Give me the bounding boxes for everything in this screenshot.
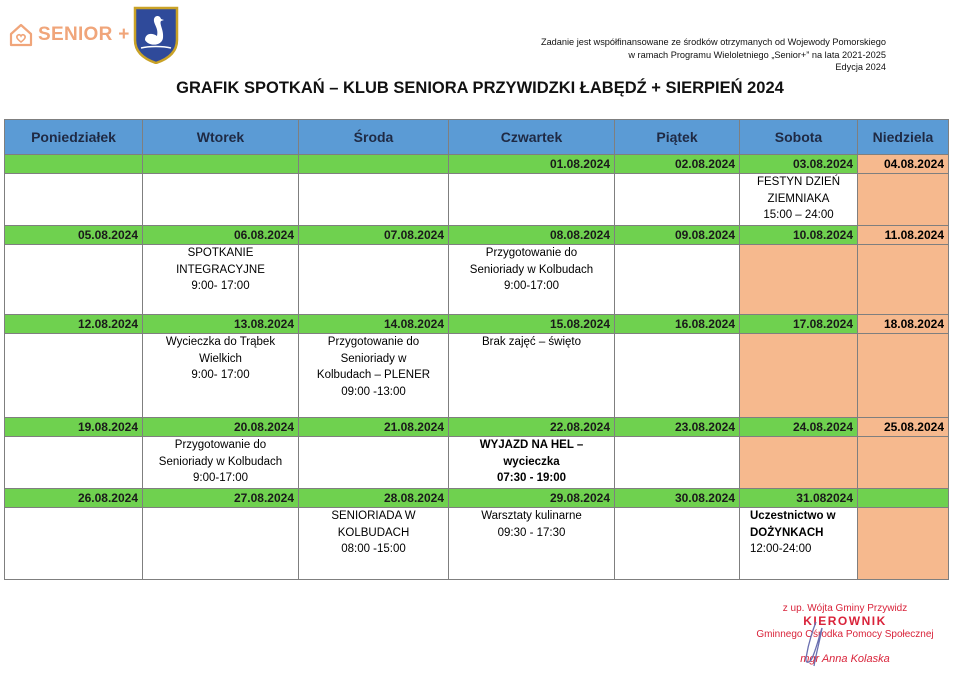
date-cell: 06.08.2024	[143, 226, 299, 245]
coat-of-arms-swan-icon	[133, 6, 179, 64]
logo-text: SENIOR +	[38, 24, 130, 45]
event-cell	[740, 245, 858, 315]
event-text-line: WYJAZD NA HEL –	[479, 439, 584, 451]
page-title: GRAFIK SPOTKAŃ – KLUB SENIORA PRZYWIDZKI ŁABĘDŹ + SIERPIEŃ 2024	[176, 79, 784, 97]
event-text-line: Uczestnictwo w	[750, 510, 836, 522]
date-cell: 30.08.2024	[615, 489, 740, 508]
event-cell	[449, 174, 615, 226]
event-cell	[143, 334, 299, 418]
funding-note	[526, 36, 886, 74]
funding-line-1: Zadanie jest współfinansowane ze środków otrzymanych od Wojewody Pomorskiego	[540, 37, 886, 47]
event-cell	[740, 437, 858, 489]
event-text-line: Brak zajęć – święto	[481, 336, 582, 348]
date-cell: 03.08.2024	[740, 155, 858, 174]
signature-title: KIEROWNIK	[803, 614, 887, 628]
date-cell: 26.08.2024	[5, 489, 143, 508]
event-row	[5, 508, 949, 580]
event-cell	[858, 334, 949, 418]
date-cell	[858, 489, 949, 508]
event-cell	[299, 245, 449, 315]
date-cell: 16.08.2024	[615, 315, 740, 334]
event-cell	[449, 437, 615, 489]
date-row	[5, 489, 949, 508]
date-row	[5, 418, 949, 437]
date-cell: 21.08.2024	[299, 418, 449, 437]
date-cell: 20.08.2024	[143, 418, 299, 437]
date-cell: 28.08.2024	[299, 489, 449, 508]
house-heart-icon	[8, 22, 34, 48]
date-cell: 05.08.2024	[5, 226, 143, 245]
event-cell	[858, 508, 949, 580]
date-cell	[299, 155, 449, 174]
day-header: Poniedziałek	[5, 120, 143, 155]
date-cell	[5, 155, 143, 174]
event-cell	[5, 437, 143, 489]
event-cell	[858, 437, 949, 489]
event-text-line: Kolbudach – PLENER	[316, 369, 431, 381]
event-text-line: Warsztaty kulinarne	[481, 510, 582, 522]
event-text-line: wycieczka	[503, 455, 560, 468]
date-cell: 24.08.2024	[740, 418, 858, 437]
event-cell	[858, 245, 949, 315]
day-header: Wtorek	[143, 120, 299, 155]
event-row	[5, 245, 949, 315]
event-text-line: 9:00- 17:00	[191, 280, 250, 292]
event-cell	[615, 437, 740, 489]
date-cell: 01.08.2024	[449, 155, 615, 174]
funding-line-3: Edycja 2024	[835, 62, 886, 72]
date-cell: 11.08.2024	[858, 226, 949, 245]
day-header: Środa	[299, 120, 449, 155]
date-cell: 12.08.2024	[5, 315, 143, 334]
day-header: Sobota	[740, 120, 858, 155]
event-cell	[143, 245, 299, 315]
senior-plus-logo	[8, 22, 130, 48]
event-text-line: Senioriady w Kolbudach	[158, 455, 283, 468]
date-cell: 04.08.2024	[858, 155, 949, 174]
event-cell	[143, 508, 299, 580]
date-cell: 31.082024	[740, 489, 858, 508]
event-text-line: 09:30 - 17:30	[497, 526, 566, 539]
event-text-line: INTEGRACYJNE	[176, 263, 265, 276]
date-row	[5, 315, 949, 334]
date-cell: 07.08.2024	[299, 226, 449, 245]
event-text-line: 12:00-24:00	[750, 543, 812, 555]
funding-line-2: w ramach Programu Wieloletniego „Senior+” na lata 2021-2025	[628, 49, 886, 60]
schedule-table	[4, 119, 949, 580]
event-row	[5, 437, 949, 489]
event-text-line: 9:00- 17:00	[191, 369, 250, 381]
event-cell	[299, 334, 449, 418]
event-row	[5, 174, 949, 226]
event-cell	[740, 174, 858, 226]
event-cell	[299, 508, 449, 580]
event-text-line: 15:00 – 24:00	[763, 209, 834, 221]
date-cell: 13.08.2024	[143, 315, 299, 334]
event-text-line: 07:30 - 19:00	[496, 472, 567, 484]
date-cell	[143, 155, 299, 174]
event-cell	[5, 334, 143, 418]
event-cell	[449, 334, 615, 418]
date-row	[5, 155, 949, 174]
signature-name: mgr Anna Kolaska	[800, 653, 890, 665]
signature-line-1: z up. Wójta Gminy Przywidz	[782, 603, 908, 614]
handwritten-signature-icon	[786, 620, 846, 670]
event-cell	[615, 245, 740, 315]
event-cell	[299, 174, 449, 226]
event-text-line: Przygotowanie do	[485, 247, 578, 259]
event-cell	[858, 174, 949, 226]
event-text-line: ZIEMNIAKA	[767, 192, 830, 205]
date-cell: 23.08.2024	[615, 418, 740, 437]
event-cell	[143, 437, 299, 489]
date-cell: 25.08.2024	[858, 418, 949, 437]
event-text-line: Senioriady w Kolbudach	[469, 263, 594, 276]
event-text-line: Senioriady w	[340, 352, 407, 365]
event-row	[5, 334, 949, 418]
event-text-line: FESTYN DZIEŃ	[756, 176, 841, 188]
event-cell	[5, 174, 143, 226]
date-cell: 19.08.2024	[5, 418, 143, 437]
date-cell: 15.08.2024	[449, 315, 615, 334]
date-cell: 27.08.2024	[143, 489, 299, 508]
event-text-line: DOŻYNKACH	[750, 526, 824, 539]
event-cell	[299, 437, 449, 489]
day-header: Piątek	[615, 120, 740, 155]
date-cell: 02.08.2024	[615, 155, 740, 174]
date-cell: 14.08.2024	[299, 315, 449, 334]
date-cell: 22.08.2024	[449, 418, 615, 437]
event-cell	[449, 245, 615, 315]
event-text-line: Przygotowanie do	[174, 439, 267, 451]
event-cell	[740, 334, 858, 418]
date-cell: 29.08.2024	[449, 489, 615, 508]
event-text-line: Wycieczka do Trąbek	[165, 336, 276, 348]
date-cell: 17.08.2024	[740, 315, 858, 334]
signature-line-3: Gminnego Ośrodka Pomocy Społecznej	[756, 629, 934, 640]
day-header: Niedziela	[858, 120, 949, 155]
event-text-line: Przygotowanie do	[327, 336, 420, 348]
date-cell: 08.08.2024	[449, 226, 615, 245]
event-cell	[143, 174, 299, 226]
event-cell	[615, 334, 740, 418]
event-cell	[615, 174, 740, 226]
date-row	[5, 226, 949, 245]
event-cell	[5, 508, 143, 580]
event-cell	[615, 508, 740, 580]
day-header: Czwartek	[449, 120, 615, 155]
date-cell: 18.08.2024	[858, 315, 949, 334]
event-text-line: 9:00-17:00	[193, 472, 248, 484]
signature-stamp	[730, 602, 960, 666]
event-text-line: SENIORIADA W	[331, 510, 416, 522]
event-text-line: Wielkich	[199, 352, 242, 365]
day-header-row	[5, 120, 949, 155]
date-cell: 10.08.2024	[740, 226, 858, 245]
event-text-line: 08:00 -15:00	[341, 543, 406, 555]
event-cell	[740, 508, 858, 580]
event-text-line: 09:00 -13:00	[341, 385, 406, 398]
event-cell	[5, 245, 143, 315]
event-text-line: 9:00-17:00	[504, 280, 559, 292]
event-text-line: KOLBUDACH	[337, 526, 410, 539]
event-text-line: SPOTKANIE	[187, 247, 254, 259]
date-cell: 09.08.2024	[615, 226, 740, 245]
event-cell	[449, 508, 615, 580]
